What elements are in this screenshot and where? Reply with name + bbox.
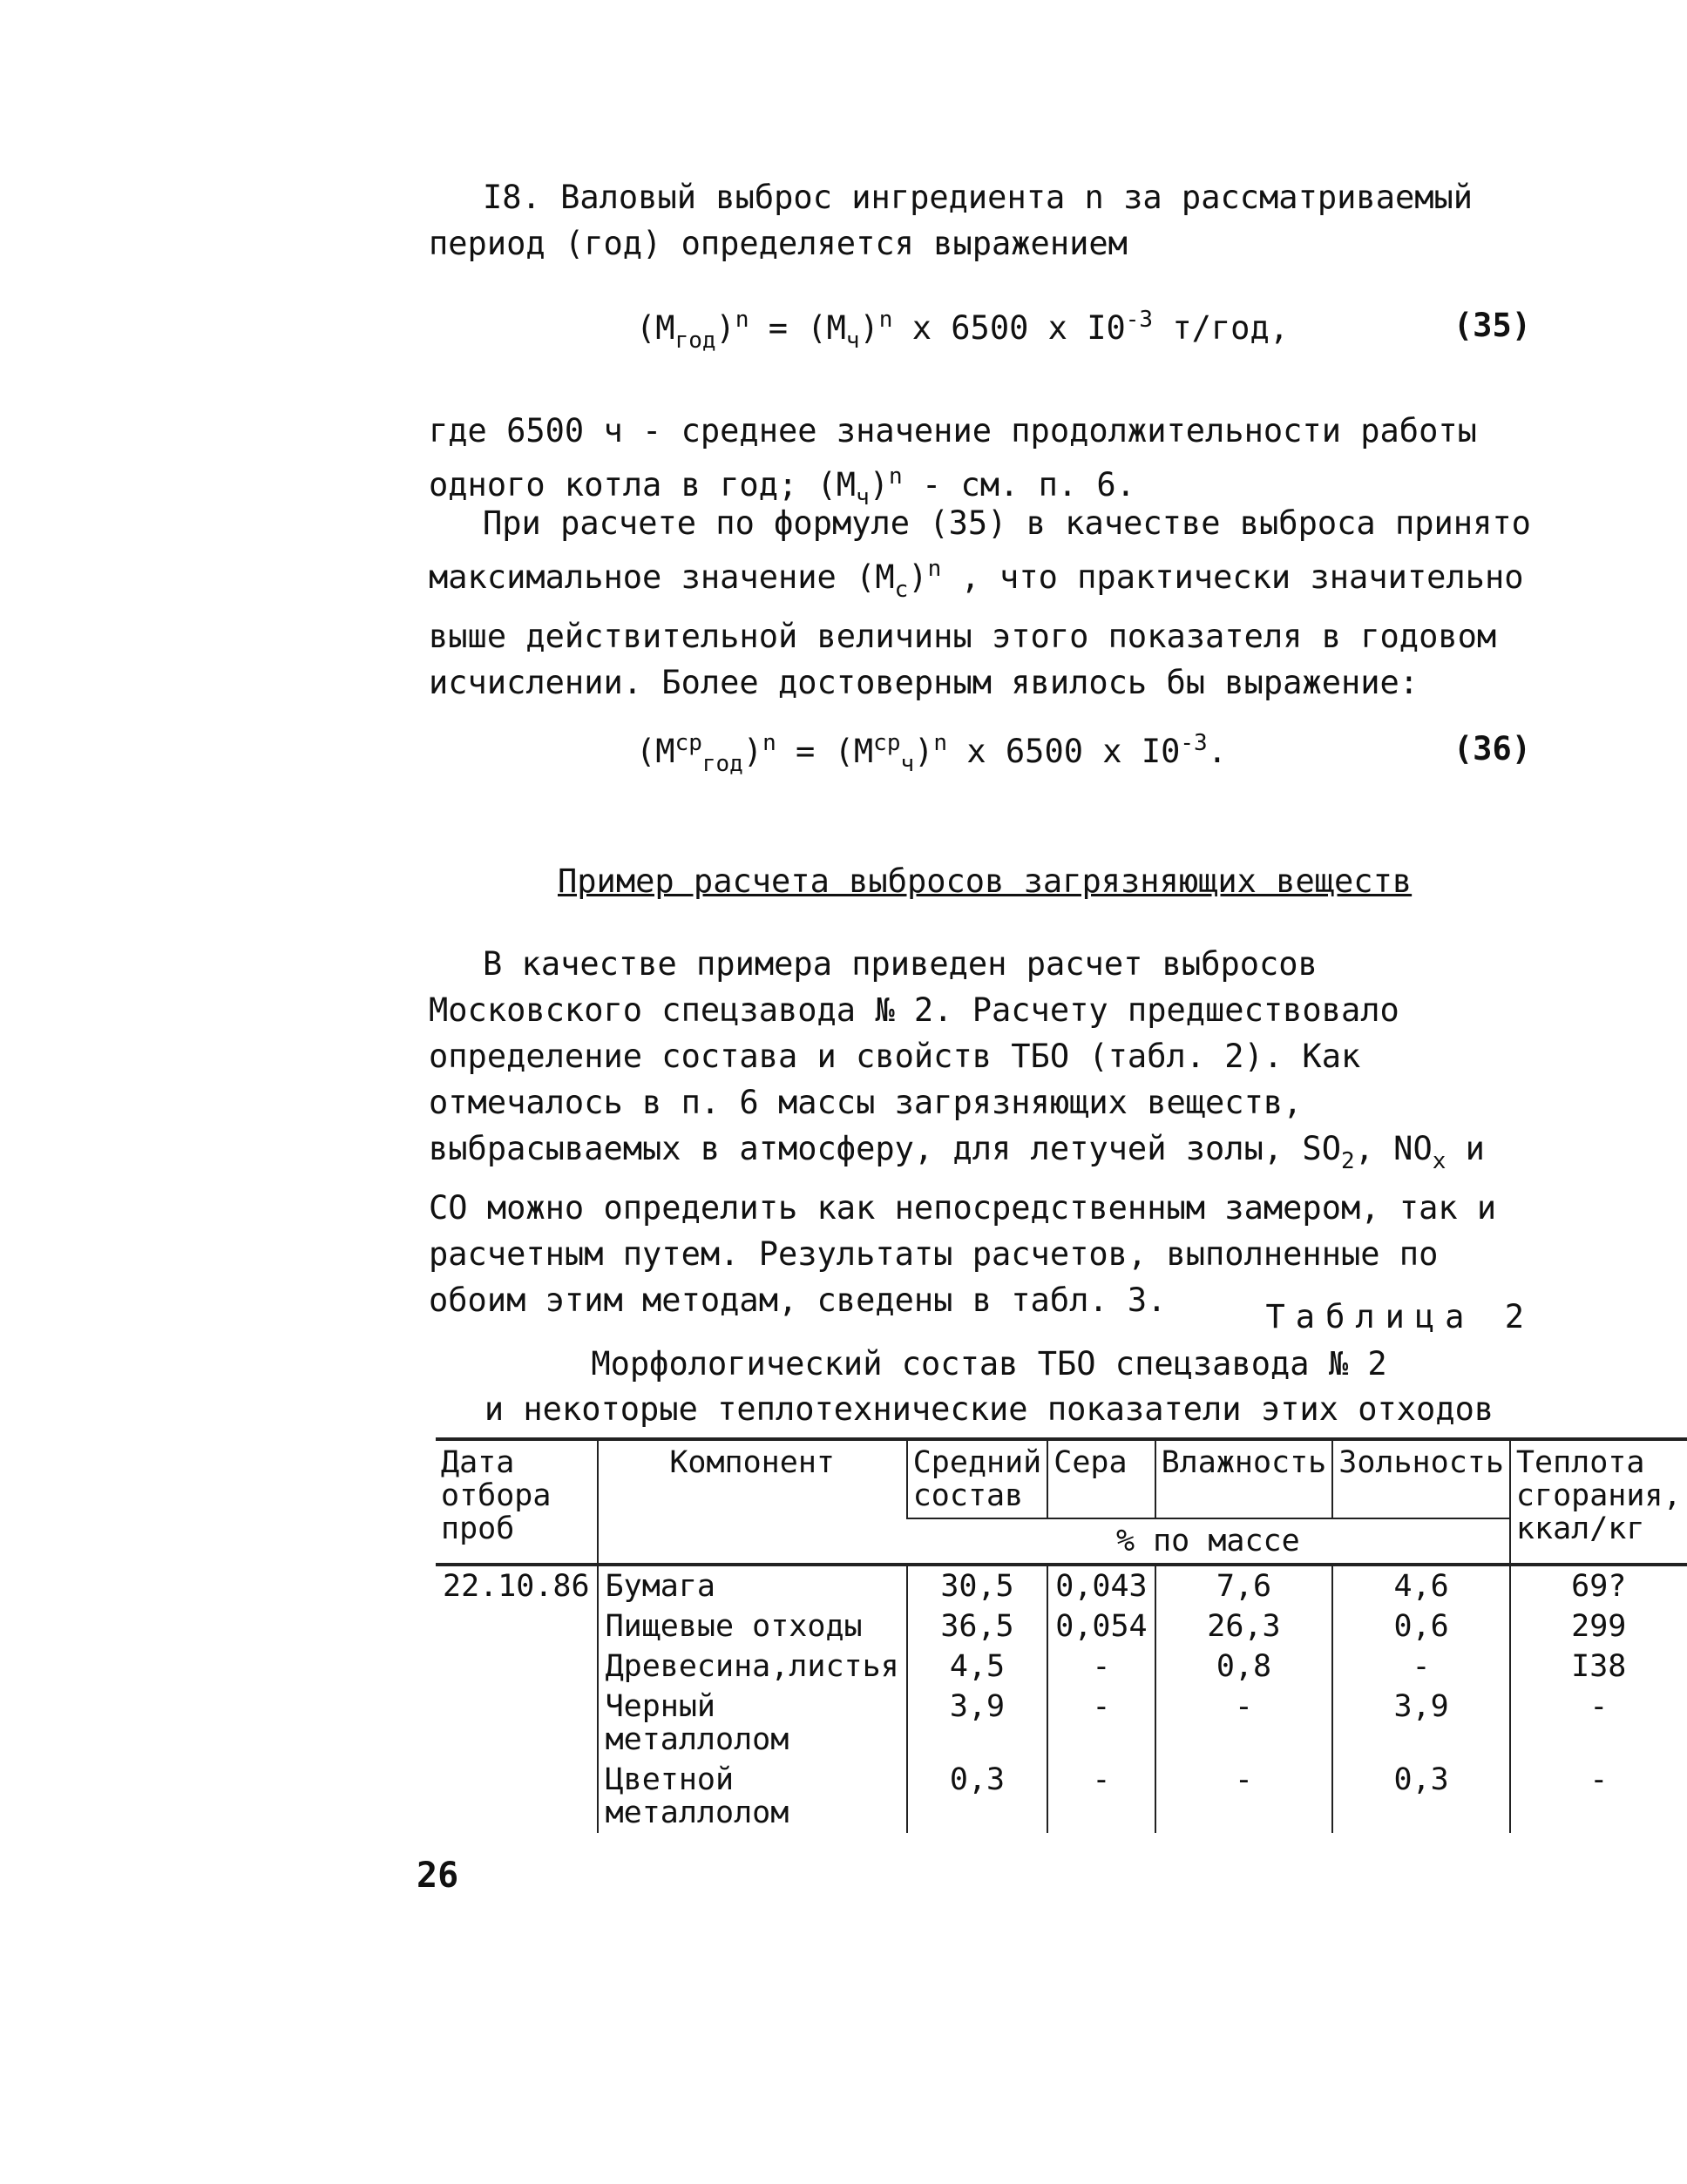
cell-ash: - (1332, 1646, 1510, 1687)
formula-36-number: (36) (1453, 730, 1531, 767)
col-header-component: Компонент (598, 1439, 907, 1565)
cell-sulfur: 0,043 (1047, 1565, 1155, 1606)
cell-date (436, 1606, 598, 1646)
formula-35-expression: $(M_{год})^n = (M_ч)^n$ x 6500 x $I0^{-3}$ т/год, (636, 307, 1290, 354)
paragraph-18-text: I8. Валовый выброс ингредиента n за рассматриваемый период (год) определяется выражением (429, 179, 1474, 262)
table-caption-line-2: и некоторые теплотехнические показатели этих отходов (484, 1390, 1494, 1428)
cell-component: Бумага (598, 1565, 907, 1606)
data-table (436, 1437, 1687, 1833)
col-header-heat: Теплота сгорания, ккал/кг (1510, 1439, 1687, 1565)
paragraph-example: В качестве примера приведен расчет выбросов Московского спецзавода № 2. Расчету предшествовало определение состава и свойств ТБО (табл. 2). Как отмечалось в п. 6 массы загрязняющих веществ, выбрасываемых в атмосферу, для летучей золы, $SO_2$, $NO_x$ и CO можно определить как непосредственным замером, так и расчетным путем. Результаты расчетов, выполненные по обоим этим методам, сведены в табл. 3. (429, 945, 1497, 1319)
cell-sulfur: - (1047, 1760, 1155, 1833)
table-row (436, 1687, 1687, 1760)
cell-ash: 4,6 (1332, 1565, 1510, 1606)
cell-component: Пищевые отходы (598, 1606, 907, 1646)
formula-35-number: (35) (1453, 307, 1531, 344)
cell-moisture: - (1155, 1687, 1333, 1760)
paragraph-calculation: При расчете по формуле (35) в качестве выброса принято максимальное значение $(M_c)^n$ , что практически значительно выше действительной величины этого показателя в годовом исчислении. Более достоверным явилось бы выражение: (429, 504, 1531, 701)
cell-sulfur: 0,054 (1047, 1606, 1155, 1646)
table-caption (436, 1342, 1542, 1432)
cell-sulfur: - (1047, 1646, 1155, 1687)
cell-date (436, 1646, 598, 1687)
cell-component: Древесина,листья (598, 1646, 907, 1687)
col-header-avg: Средний состав (907, 1439, 1048, 1518)
section-heading: Пример расчета выбросов загрязняющих веществ (558, 862, 1413, 900)
cell-moisture: 0,8 (1155, 1646, 1333, 1687)
table-label: Таблица 2 (1265, 1298, 1535, 1335)
cell-component: Цветной металлолом (598, 1760, 907, 1833)
table-caption-line-1: Морфологический состав ТБО спецзавода № 2 (591, 1345, 1387, 1383)
cell-heat: - (1510, 1687, 1687, 1760)
paragraph-where: где 6500 ч - среднее значение продолжительности работы одного котла в год; $(M_ч)^n$ - см. п. 6. (429, 412, 1477, 511)
cell-component: Черный металлолом (598, 1687, 907, 1760)
formula-36-expression: $(M^{ср}_{год})^n = (M^{ср}_ч)^n$ x 6500 x $I0^{-3}$. (636, 730, 1227, 777)
page-number: 26 (417, 1856, 459, 1896)
table-row (436, 1646, 1687, 1687)
cell-avg: 0,3 (907, 1760, 1048, 1833)
cell-date: 22.10.86 (443, 1569, 590, 1604)
cell-heat: 299 (1510, 1606, 1687, 1646)
table-row (436, 1606, 1687, 1646)
col-header-moisture: Влажность (1155, 1439, 1333, 1518)
cell-sulfur: - (1047, 1687, 1155, 1760)
cell-avg: 4,5 (907, 1646, 1048, 1687)
cell-avg: 36,5 (907, 1606, 1048, 1646)
formula-36 (429, 730, 1531, 782)
cell-ash: 0,3 (1332, 1760, 1510, 1833)
paragraph-18 (429, 174, 1531, 267)
cell-moisture: - (1155, 1760, 1333, 1833)
cell-heat: - (1510, 1760, 1687, 1833)
cell-moisture: 26,3 (1155, 1606, 1333, 1646)
col-header-date: Дата отбора проб (436, 1439, 598, 1565)
cell-heat: 69? (1510, 1565, 1687, 1606)
cell-avg: 3,9 (907, 1687, 1048, 1760)
cell-avg: 30,5 (907, 1565, 1048, 1606)
cell-ash: 3,9 (1332, 1687, 1510, 1760)
formula-35 (429, 307, 1531, 359)
table-row (436, 1565, 1687, 1606)
cell-moisture: 7,6 (1155, 1565, 1333, 1606)
unit-header: % по массе (907, 1518, 1510, 1565)
col-header-sulfur: Сера (1047, 1439, 1155, 1518)
col-header-ash: Зольность (1332, 1439, 1510, 1518)
cell-ash: 0,6 (1332, 1606, 1510, 1646)
table-row (436, 1760, 1687, 1833)
cell-date (436, 1760, 598, 1833)
cell-date (436, 1687, 598, 1760)
cell-heat: I38 (1510, 1646, 1687, 1687)
